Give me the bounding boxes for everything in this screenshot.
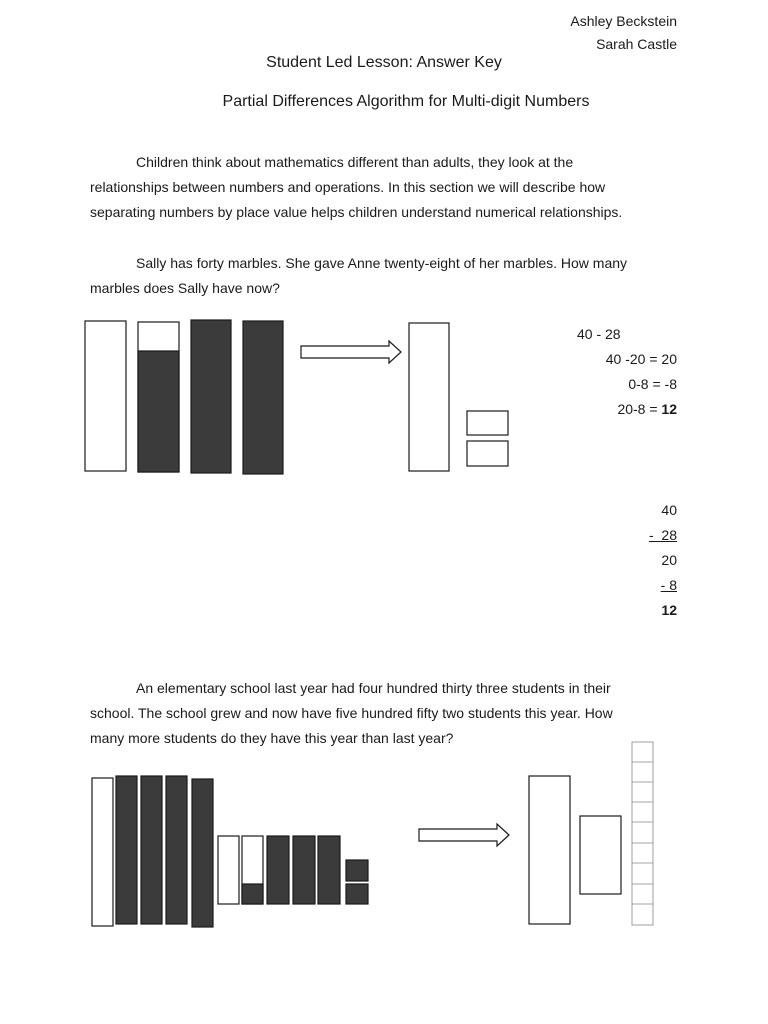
ones-group-2 [346,860,368,904]
result-blocks-1 [409,323,508,471]
tens-rod-outline [85,321,126,471]
ones-column [632,742,653,925]
tens-rod-outline [409,323,449,471]
paragraph-line: Children think about mathematics different than adults, they look at the [136,154,574,170]
tens-rod-outline [218,836,239,904]
page-title: Student Led Lesson: Answer Key [266,54,502,71]
tens-rod-filled [191,320,231,473]
hundreds-flat-outline [92,778,113,926]
equation-line: 0-8 = -8 [628,376,677,392]
paragraph-line: An elementary school last year had four hundred thirty three students in their [136,680,611,696]
tens-rod-shaded-part [242,884,263,904]
equation-line: - 8 [660,577,677,593]
author-name: Sarah Castle [596,36,677,52]
tens-rod-filled [318,836,340,904]
tens-rod-filled [243,321,283,474]
paragraph-line: Sally has forty marbles. She gave Anne twenty-eight of her marbles. How many [136,255,628,271]
paragraph-line: relationships between numbers and operations. In this section we will describe how [90,179,606,195]
tens-rods-group-2 [218,836,340,904]
equation-line: 40 [661,502,677,518]
hundreds-flat-filled [192,779,213,927]
page-subtitle: Partial Differences Algorithm for Multi-digit Numbers [222,93,590,110]
hundreds-flat-outline [529,776,570,924]
equation-line: - 28 [648,527,677,543]
ones-cube [346,884,368,904]
paragraph-line: separating numbers by place value helps children understand numerical relationships. [90,204,623,220]
paragraph-line: marbles does Sally have now? [90,280,280,296]
equation-line: 20-8 = 12 [617,401,677,417]
equation-line: 40 -20 = 20 [605,351,677,367]
tens-rod-filled [293,836,315,904]
ones-cube [467,411,508,435]
equation-line: 20 [661,552,677,568]
hundreds-flat-filled [141,776,162,924]
arrow-icon [419,824,509,846]
hundreds-flat-filled [166,776,187,924]
paragraph-line: school. The school grew and now have five hundred fifty two students this year. How [90,705,613,721]
ones-cube [346,860,368,881]
answer: 12 [661,401,677,417]
author-name: Ashley Beckstein [570,13,677,29]
tens-rod-filled [267,836,289,904]
tens-rods-group-1 [85,320,283,474]
result-blocks-2 [529,742,653,925]
equation-line: 40 - 28 [577,326,621,342]
tens-rod-outline [580,816,621,894]
hundreds-flats-group [92,776,213,927]
arrow-icon [301,341,401,363]
paragraph-line: many more students do they have this year than last year? [90,730,454,746]
ones-cube [467,441,508,466]
tens-rod-shaded-part [138,351,179,472]
equation-line: 12 [661,602,677,618]
hundreds-flat-filled [116,776,137,924]
